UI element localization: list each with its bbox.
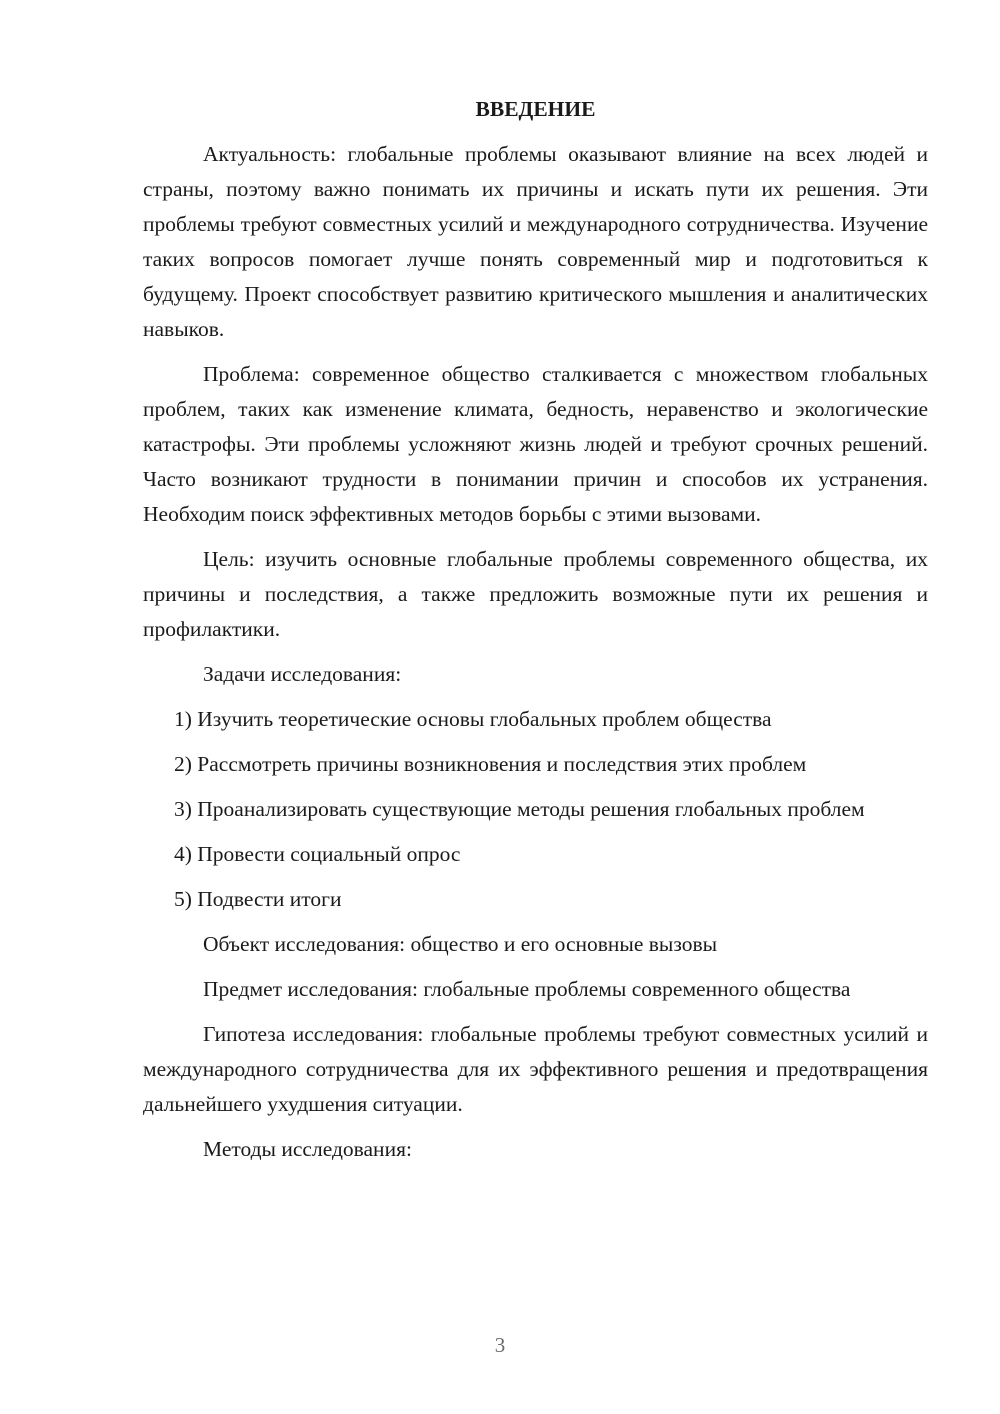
- problem-paragraph: Проблема: современное общество сталкивается с множеством глобальных проблем, таких как изменение климата, бедность, неравенство и экологические катастрофы. Эти проблемы усложняют жизнь людей и требуют срочных решений. Часто возникают трудности в понимании причин и способов их устранения. Необходим поиск эффективных методов борьбы с этими вызовами.: [143, 362, 928, 526]
- object-paragraph: Объект исследования: общество и его основные вызовы: [203, 932, 718, 956]
- task-item-5: 5) Подвести итоги: [174, 887, 342, 911]
- page-number: 3: [494, 1333, 506, 1357]
- relevance-paragraph: Актуальность: глобальные проблемы оказывают влияние на всех людей и страны, поэтому важно понимать их причины и искать пути их решения. Эти проблемы требуют совместных усилий и международного сотрудничества. Изучение таких вопросов помогает лучше понять современный мир и подготовиться к будущему. Проект способствует развитию критического мышления и аналитических навыков.: [143, 142, 928, 341]
- hypothesis-paragraph: Гипотеза исследования: глобальные проблемы требуют совместных усилий и международного сотрудничества для их эффективного решения и предотвращения дальнейшего ухудшения ситуации.: [143, 1022, 928, 1116]
- task-item-1: 1) Изучить теоретические основы глобальных проблем общества: [174, 707, 772, 731]
- subject-paragraph: Предмет исследования: глобальные проблемы современного общества: [203, 977, 851, 1001]
- methods-heading: Методы исследования:: [203, 1137, 412, 1161]
- task-item-4: 4) Провести социальный опрос: [174, 842, 461, 866]
- task-item-3: 3) Проанализировать существующие методы решения глобальных проблем: [174, 797, 865, 821]
- task-item-2: 2) Рассмотреть причины возникновения и последствия этих проблем: [174, 752, 807, 776]
- document-page: [143, 92, 928, 1177]
- tasks-heading: Задачи исследования:: [203, 662, 402, 686]
- goal-paragraph: Цель: изучить основные глобальные проблемы современного общества, их причины и последствия, а также предложить возможные пути их решения и профилактики.: [143, 547, 928, 641]
- page-title: ВВЕДЕНИЕ: [475, 97, 596, 121]
